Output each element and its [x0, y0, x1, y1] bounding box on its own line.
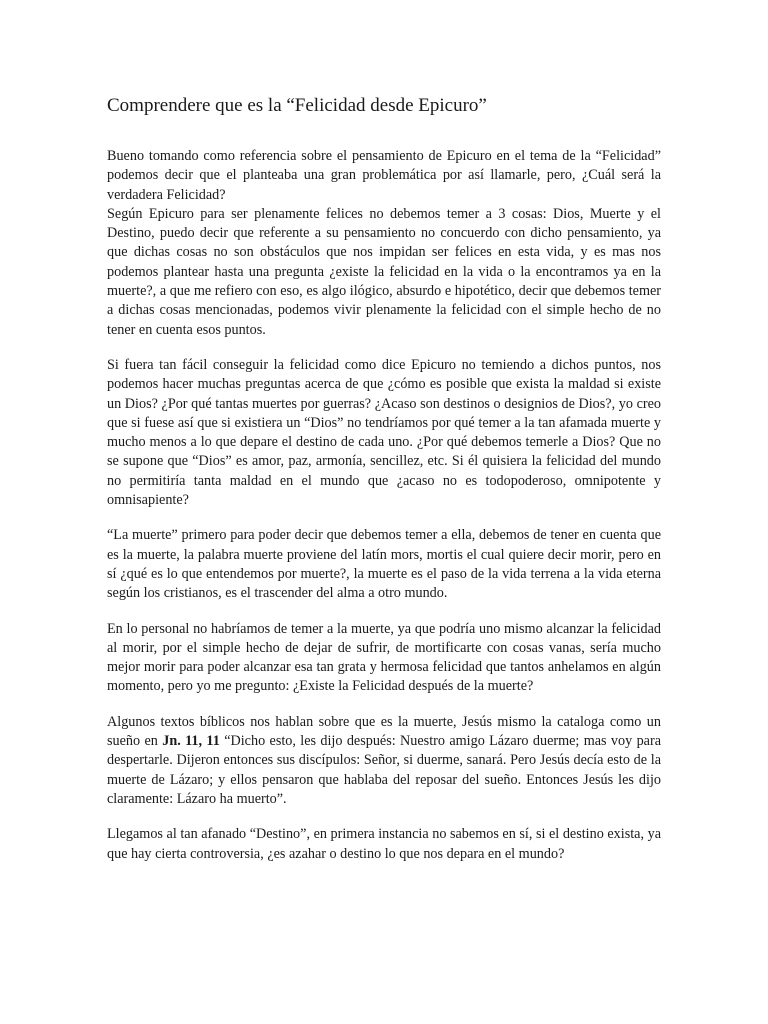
paragraph-muerte: “La muerte” primero para poder decir que debemos temer a ella, debemos de tener en cuenta que es la muerte, la palabra muerte proviene del latín mors, mortis el cual quiere decir morir, pero en sí ¿qué es lo que entendemos por muerte?, la muerte es el paso de la vida terrena a la vida eterna según los cristianos, es el trascender del alma a otro mundo. [107, 527, 661, 602]
paragraph-intro: Bueno tomando como referencia sobre el pensamiento de Epicuro en el tema de la “Felicidad” podemos decir que el planteaba una gran problemática por así llamarle, pero, ¿Cuál será la verdadera Felicidad? [107, 148, 661, 203]
biblical-text-before: Algunos textos bíblicos nos hablan sobre que es la muerte, Jesús mismo la cataloga como un sueño en [107, 713, 661, 750]
paragraph-epicuro: Según Epicuro para ser plenamente felices no debemos temer a 3 cosas: Dios, Muerte y el Destino, puedo decir que referente a su pensamiento no concuerdo con dicho pensamiento, ya que dichas cosas no son obstáculos que nos impidan ser felices en esta vida, y es mas nos podemos plantear hasta una pregunta ¿existe la felicidad en la vida o la encontramos ya en la muerte?, a que me refiero con eso, es algo ilógico, absurdo e hipotético, decir que debemos temer a dichas cosas mencionadas, podemos vivir plenamente la felicidad con el simple hecho de no tener en cuenta esos puntos. [107, 205, 661, 338]
document-body [107, 147, 661, 880]
document-title: Comprendere que es la “Felicidad desde Epicuro” [107, 95, 487, 116]
paragraph-biblical [107, 713, 661, 809]
paragraph-dios: Si fuera tan fácil conseguir la felicidad como dice Epicuro no temiendo a dichos puntos, nos podemos hacer muchas preguntas acerca de que ¿cómo es posible que exista la maldad si existe un Dios? ¿Por qué tantas muertes por guerras? ¿Acaso son destinos o designios de Dios?, yo creo que si fuese así que si existiera un “Dios” no tendríamos por qué temer a la tan afamada muerte y mucho menos a lo que depare el destino de cada uno. ¿Por qué debemos temerle a Dios? Que no se supone que “Dios” es amor, paz, armonía, sencillez, etc. Si él quisiera la felicidad del mundo no permitiría tanta maldad en el mundo que ¿acaso no es todopoderoso, omnipotente y omnisapiente? [107, 356, 661, 509]
biblical-text-after: “Dicho esto, les dijo después: Nuestro amigo Lázaro duerme; mas voy para despertarle. Dijeron entonces sus discípulos: Señor, si duerme, sanará. Pero Jesús decía esto de la muerte de Lázaro; y ellos pensaron que hablaba del reposar del sueño. Entonces Jesús les dijo claramente: Lázaro ha muerto”. [107, 733, 661, 807]
paragraph-destino: Llegamos al tan afanado “Destino”, en primera instancia no sabemos en sí, si el destino exista, ya que hay cierta controversia, ¿es azahar o destino lo que nos depara en el mundo? [107, 826, 661, 862]
paragraph-personal: En lo personal no habríamos de temer a la muerte, ya que podría uno mismo alcanzar la felicidad al morir, por el simple hecho de dejar de sufrir, de mortificarte con cosas vanas, sería mucho mejor morir para poder alcanzar esa tan grata y hermosa felicidad que tantos anhelamos en algún momento, pero yo me pregunto: ¿Existe la Felicidad después de la muerte? [107, 620, 661, 695]
biblical-reference: Jn. 11, 11 [162, 733, 220, 750]
